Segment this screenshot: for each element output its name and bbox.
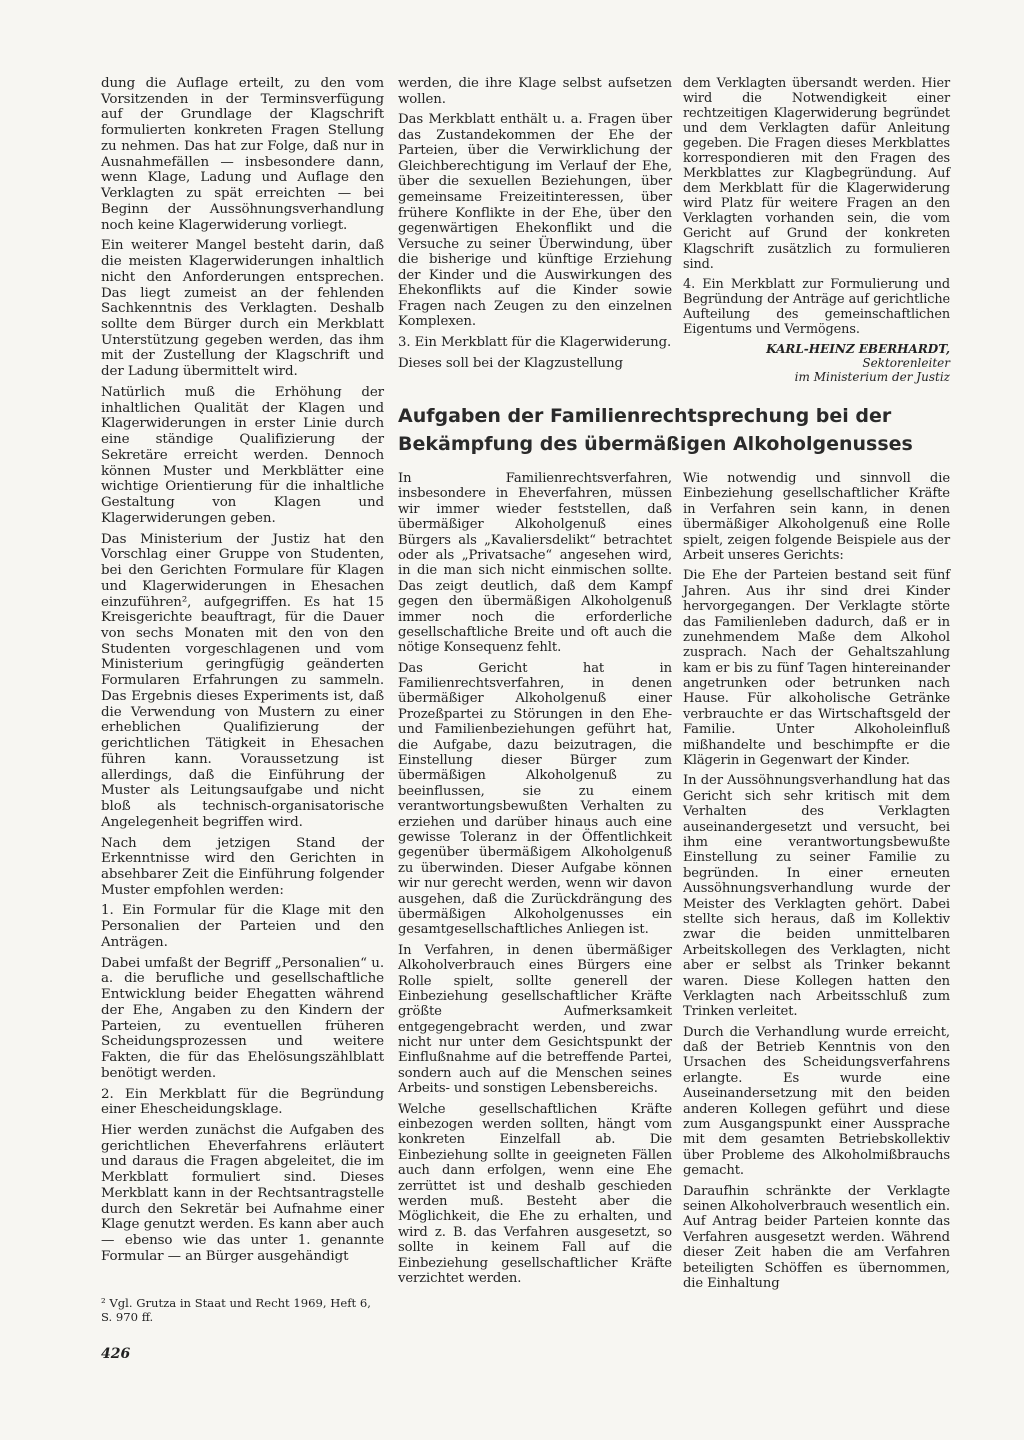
paragraph: Welche gesellschaftlichen Kräfte einbezogen werden sollten, hängt vom konkreten Einzelfall ab. Die Einbeziehung sollte in geeigneten Fällen auch dann erfolgen, wenn eine Ehe zerrüttet ist und deshalb geschieden werden muß. Besteht aber die Möglichkeit, die Ehe zu erhalten, und wird z. B. das Verfahren ausgesetzt, so sollte in keinem Fall auf die Einbeziehung gesellschaftlicher Kräfte verzichtet werden. xyxy=(398,1101,672,1286)
paragraph: Daraufhin schränkte der Verklagte seinen Alkoholverbrauch wesentlich ein. Auf Antrag beider Parteien konnte das Verfahren ausgesetzt werden. Während dieser Zeit haben die am Verfahren beteiligten Schöffen es übernommen, die Einhaltung xyxy=(683,1183,950,1291)
paragraph: werden, die ihre Klage selbst aufsetzen wollen. xyxy=(398,76,672,107)
paragraph: Dieses soll bei der Klagzustellung xyxy=(398,355,623,371)
paragraph: Nach dem jetzigen Stand der Erkenntnisse wird den Gerichten in absehbarer Zeit die Einführung folgender Muster empfohlen werden: xyxy=(101,835,384,898)
paragraph: Das Gericht hat in Familienrechtsverfahren, in denen übermäßiger Alkoholgenuß einer Prozeßpartei zu Störungen in den Ehe- und Familienbeziehungen geführt hat, die Aufgabe, dazu beizutragen, die Einstellung dieser Bürger zum übermäßigen Alkoholgenuß zu beeinflussen, sie zu einem verantwortungsbewußten Verhalten zu erziehen und darüber hinaus auch eine gewisse Toleranz in der Öffentlichkeit gegenüber übermäßigem Alkoholgenuß zu überwinden. Dieser Aufgabe können wir nur gerecht werden, wenn wir davon ausgehen, daß die Zurückdrängung des übermäßigen Alkoholgenusses ein gesamtgesellschaftliches Anliegen ist. xyxy=(398,660,672,938)
list-item: 2. Ein Merkblatt für die Begründung einer Ehescheidungsklage. xyxy=(101,1086,384,1118)
paragraph: Die Ehe der Parteien bestand seit fünf Jahren. Aus ihr sind drei Kinder hervorgegangen. Der Verklagte störte das Familienleben dadurch, daß er in zunehmendem Maße dem Alkohol zusprach. Nach der Gehaltszahlung kam er bis zu fünf Tagen hintereinander angetrunken oder betrunken nach Hause. Für alkoholische Getränke verbrauchte er das Wirtschaftsgeld der Familie. Unter Alkoholeinfluß mißhandelte und beschimpfte er die Klägerin in Gegenwart der Kinder. xyxy=(683,568,950,769)
paragraph: In der Aussöhnungsverhandlung hat das Gericht sich sehr kritisch mit dem Verhalten des Verklagten auseinandergesetzt und versucht, bei ihm eine verantwortungsbewußte Einstellung zu seiner Familie zu begründen. In einer erneuten Aussöhnungsverhandlung wurde der Meister des Verklagten gehört. Dabei stellte sich heraus, daß im Kollektiv zwar die beiden unmittelbaren Arbeitskollegen des Verklagten, nicht aber er selbst als Trinker bekannt waren. Diese Kollegen hatten den Verklagten nach Arbeitsschluß zum Trinken verleitet. xyxy=(683,773,950,1020)
paragraph: In Verfahren, in denen übermäßiger Alkoholverbrauch eines Bürgers eine Rolle spielt, sollte generell der Einbeziehung gesellschaftlicher Kräfte größte Aufmerksamkeit entgegengebracht werden, und zwar nicht nur unter dem Gesichtspunkt der Einflußnahme auf die betreffende Partei, sondern auch auf die Menschen seines Arbeits- und sonstigen Lebensbereichs. xyxy=(398,942,672,1097)
list-item: 4. Ein Merkblatt zur Formulierung und Begründung der Anträge auf gerichtliche Aufteilung des gemeinschaftlichen Eigentums und Vermögens. xyxy=(683,276,950,337)
author-name: KARL-HEINZ EBERHARDT, xyxy=(766,341,950,356)
paragraph: Das Ministerium der Justiz hat den Vorschlag einer Gruppe von Studenten, bei den Gerichten Formulare für Klagen und Klagerwiderungen in Ehesachen einzuführen², aufgegriffen. Es hat 15 Kreisgerichte beauftragt, für die Dauer von sechs Monaten mit den von den Studenten vorgeschlagenen und vom Ministerium geringfügig geänderten Formularen Erfahrungen zu sammeln. Das Ergebnis dieses Experiments ist, daß die Verwendung von Mustern zu einer erheblichen Qualifizierung der gerichtlichen Tätigkeit in Ehesachen führen kann. Voraussetzung ist allerdings, daß die Einführung der Muster als Leitungsaufgabe und nicht bloß als technisch-organisatorische Angelegenheit begriffen wird. xyxy=(101,531,384,830)
paragraph: Wie notwendig und sinnvoll die Einbeziehung gesellschaftlicher Kräfte in Verfahren sein kann, in denen übermäßiger Alkoholgenuß eine Rolle spielt, zeigen folgende Beispiele aus der Arbeit unseres Gerichts: xyxy=(683,471,950,563)
author-ministry: im Ministerium der Justiz xyxy=(794,369,950,384)
page-number: 426 xyxy=(101,1346,131,1362)
column-1 xyxy=(101,76,384,1270)
author-role: Sektorenleiter xyxy=(862,355,950,370)
paragraph: dung die Auflage erteilt, zu den vom Vorsitzenden in der Terminsverfügung auf der Grundlage der Klagschrift formulierten konkreten Fragen Stellung zu nehmen. Das hat zur Folge, daß nur in Ausnahmefällen — insbesondere dann, wenn Klage, Ladung und Auflage den Verklagten zu spät erreichten — bei Beginn der Aussöhnungsverhandlung noch keine Klagerwiderung vorliegt. xyxy=(101,76,384,233)
author-signature xyxy=(683,342,950,384)
paragraph: Ein weiterer Mangel besteht darin, daß die meisten Klagerwiderungen inhaltlich nicht den Anforderungen entsprechen. Das liegt zumeist an der fehlenden Sachkenntnis des Verklagten. Deshalb sollte dem Bürger durch ein Merkblatt Unterstützung gegeben werden, das ihm mit der Zustellung der Klagschrift und der Ladung übermittelt wird. xyxy=(101,238,384,380)
paragraph: Natürlich muß die Erhöhung der inhaltlichen Qualität der Klagen und Klagerwiderungen in erster Linie durch eine ständige Qualifizierung der Sekretäre erreicht werden. Dennoch können Muster und Merkblätter eine wichtige Orientierung für die inhaltliche Gestaltung von Klagen und Klagerwiderungen geben. xyxy=(101,384,384,526)
paragraph: Dabei umfaßt der Begriff „Personalien“ u. a. die berufliche und gesellschaftliche Entwicklung beider Ehegatten während der Ehe, Angaben zu den Kindern der Parteien, zu eventuellen früheren Scheidungsprozessen und weitere Fakten, die für das Ehelösungszählblatt benötigt werden. xyxy=(101,955,384,1081)
paragraph: Durch die Verhandlung wurde erreicht, daß der Betrieb Kenntnis von den Ursachen des Scheidungsverfahrens erlangte. Es wurde eine Auseinandersetzung mit den beiden anderen Kollegen geführt und diese zum Ausgangspunkt einer Aussprache mit dem gesamten Betriebskollektiv über Probleme des Alkoholmißbrauchs gemacht. xyxy=(683,1024,950,1179)
paragraph: dem Verklagten übersandt werden. Hier wird die Notwendigkeit einer rechtzeitigen Klagerwiderung begründet und dem Verklagten dafür Anleitung gegeben. Die Fragen dieses Merkblattes korrespondieren mit den Fragen des Merkblattes zur Klagbegründung. Auf dem Merkblatt für die Klagerwiderung wird Platz für weitere Fragen an den Verklagten vorhanden sein, die vom Gericht auf Grund der konkreten Klagschrift zusätzlich zu formulieren sind. xyxy=(683,76,950,272)
paragraph: In Familienrechtsverfahren, insbesondere in Eheverfahren, müssen wir immer wieder feststellen, daß übermäßiger Alkoholgenuß eines Bürgers als „Kavaliersdelikt“ betrachtet oder als „Privatsache“ angesehen wird, in die man sich nicht einmischen sollte. Das zeigt deutlich, daß dem Kampf gegen den übermäßigen Alkoholgenuß immer noch die erforderliche gesellschaftliche Breite und oft auch die nötige Konsequenz fehlt. xyxy=(398,471,672,656)
paragraph: Das Merkblatt enthält u. a. Fragen über das Zustandekommen der Ehe der Parteien, über die Verwirklichung der Gleichberechtigung im Verlauf der Ehe, über die sexuellen Beziehungen, über gemeinsame Freizeitinteressen, über frühere Konflikte in der Ehe, über den gegenwärtigen Ehekonflikt und die Versuche zu seiner Überwindung, über die bisherige und künftige Erziehung der Kinder und die Auswirkungen des Ehekonflikts auf die Kinder sowie Fragen nach Zeugen zu den einzelnen Komplexen. xyxy=(398,112,672,330)
column-3-bottom xyxy=(683,471,950,1296)
article-heading: Aufgaben der Familienrechtsprechung bei der Bekämpfung des übermäßigen Alkoholgenusses xyxy=(398,405,913,455)
column-2-bottom xyxy=(398,471,672,1291)
list-item: 1. Ein Formular für die Klage mit den Personalien der Parteien und den Anträgen. xyxy=(101,903,384,950)
paragraph: Hier werden zunächst die Aufgaben des gerichtlichen Eheverfahrens erläutert und daraus die Fragen abgeleitet, die im Merkblatt formuliert sind. Dieses Merkblatt kann in der Rechtsantragstelle durch den Sekretär bei Aufnahme einer Klage genutzt werden. Es kann aber auch — ebenso wie das unter 1. genannte Formular — an Bürger ausgehändigt xyxy=(101,1123,384,1264)
column-2-top xyxy=(398,76,672,376)
list-item: 3. Ein Merkblatt für die Klagerwiderung. xyxy=(398,335,672,350)
footnote: ² Vgl. Grutza in Staat und Recht 1969, Heft 6, S. 970 ff. xyxy=(101,1296,371,1324)
column-3-top xyxy=(683,76,950,384)
